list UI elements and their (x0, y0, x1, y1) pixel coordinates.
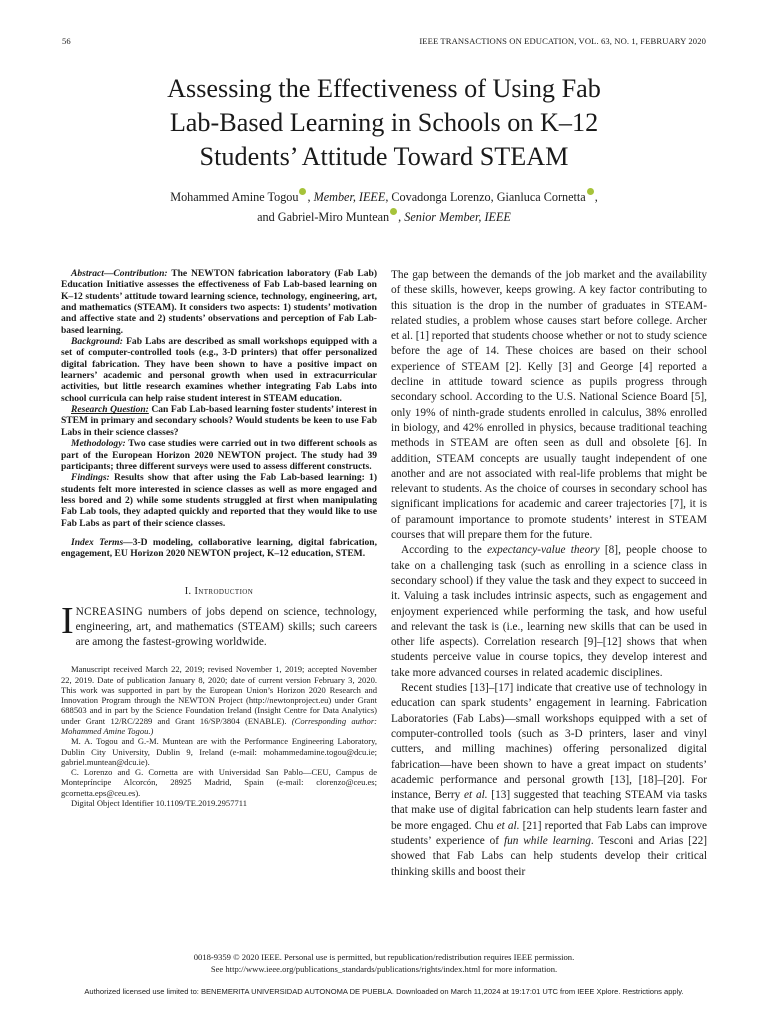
title-line: Lab-Based Learning in Schools on K–12 (169, 108, 599, 137)
abstract-contribution: Abstract—Contribution: The NEWTON fabrication laboratory (Fab Lab) Education Initiative assesses the effectiveness of Fab Lab-based learning on K–12 students’ attitude toward learning science, technology, engineering, art, and mathematics (STEAM). It considers two aspects: 1) students’ motivation and affective state and 2) students’ observations and perception of Fab Lab-based learning. (61, 268, 377, 336)
license-footer: Authorized licensed use limited to: BENEMERITA UNIVERSIDAD AUTONOMA DE PUEBLA. Downloaded on March 11,2024 at 19:17:01 UTC from IEEE Xplore. Restrictions apply. (84, 987, 684, 996)
journal-header: IEEE TRANSACTIONS ON EDUCATION, VOL. 63, NO. 1, FEBRUARY 2020 (419, 36, 706, 46)
abstract-background: Background: Fab Labs are described as small workshops equipped with a set of computer-controlled tools (e.g., 3-D printers) that offer personalized digital fabrication. They have been shown to have a positive impact on learners’ academic and personal growth when used in extracurricular activities, but little research examines whether integrating Fab Labs into school curricula can help raise student interest in STEAM education. (61, 336, 378, 404)
body-paragraph: The gap between the demands of the job market and the availability of these skills, however, keeps growing. A key factor contributing to this situation is the drop in the number of graduates in STEAM-related studies, a problem whose causes start before college. Archer et al. [1] reported that students choose whether or not to study science before the age of 14. These choices are based on their school experience of STEAM [2]. Kelly [3] and George [4] reported a decline in attitude toward science as pupils progress through secondary school. According to the U.S. National Science Board [5], only 19% of ninth-grade students enrolled in calculus, 38% enrolled in biology, and 42% enrolled in physics, because traditional teaching methods in STEAM are often seen as dull and obsolete [6]. In addition, STEAM concepts are usually taught independent of one another and are not associated with real-life problems that might be relevant to students. As the choice of courses in secondary school has significant implications for academic and career trajectories [7], it is of paramount importance to promote students’ interest in STEAM courses that will prepare them for the future. (391, 269, 707, 542)
drop-cap: I (61, 599, 74, 642)
copyright-line: See http://www.ieee.org/publications_standards/publications/rights/index.html for more information. (210, 963, 558, 974)
author-line-2: and Gabriel-Miro Muntean , Senior Member, IEEE (257, 210, 511, 224)
author-role: Senior Member, IEEE (404, 210, 511, 224)
index-terms: Index Terms—3-D modeling, collaborative learning, digital fabrication, engagement, EU Horizon 2020 NEWTON project, K–12 education, STEM. (61, 536, 377, 560)
copyright-notice (60, 952, 708, 975)
orcid-icon[interactable] (299, 188, 306, 195)
left-column (61, 268, 377, 808)
orcid-icon[interactable] (587, 188, 594, 195)
footnotes (61, 664, 377, 808)
body-paragraph: According to the expectancy-value theory [8], people choose to take on a challenging task (such as enrolling in a science class in secondary school) if they value the task and they expect to succeed in it. Valuing a task includes intrinsic aspects, such as engagement and enjoyment experienced while performing the task, and how useful and relevant the task is (i.e., learning new skills that can be used in other life aspects). Correlation research [9]–[12] shows that when students perceive value in course topics, they develop interest and take more advanced courses in related academic disciplines. (391, 544, 707, 679)
body-paragraph: Recent studies [13]–[17] indicate that creative use of technology in education can spark students’ engagement in learning. Fabrication Laboratories (Fab Labs)—small workshops equipped with a set of computer-controlled tools (such as 3-D printers, laser and vinyl cutters, and milling machines) offering personalized digital fabrication—have been shown to have a great impact on students’ academic performance and personal growth [13], [18]–[20]. For instance, Berry et al. [13] suggested that teaching STEAM via tasks that make use of digital fabrication can help students learn faster and be more engaged. Chu et al. [21] reported that Fab Labs can improve students’ experience of fun while learning. Tesconi and Arias [22] showed that Fab Labs can help students develop their critical thinking skills and boost their (391, 682, 708, 878)
footnote-manuscript: Manuscript received March 22, 2019; revised November 1, 2019; accepted November 22, 2019. Date of publication January 8, 2020; date of current version February 3, 2020. This work was supported in part by the European Union’s Horizon 2020 Research and Innovation Program through the NEWTON Project (http://newtonproject.eu) under Grant 688503 and in part by the Science Foundation Ireland (Insight Centre for Data Analytics) under Grant 12/RC/2289 and Grant 16/SP/3804 (ENABLE). (Corresponding author: Mohammed Amine Togou.) (61, 664, 377, 736)
author-name: Mohammed Amine Togou (170, 190, 299, 204)
right-column (391, 268, 707, 880)
paper-title (60, 72, 708, 174)
author-name: and Gabriel-Miro Muntean (257, 210, 390, 224)
copyright-line: 0018-9359 © 2020 IEEE. Personal use is permitted, but republication/redistribution requires IEEE permission. (193, 952, 575, 962)
intro-paragraph: INCREASING numbers of jobs depend on science, technology, engineering, art, and mathematics (STEAM) skills; such careers are among the fastest-growing worldwide. (61, 599, 377, 648)
page-number: 56 (62, 36, 71, 46)
title-line: Assessing the Effectiveness of Using Fab (167, 74, 601, 103)
orcid-icon[interactable] (390, 208, 397, 215)
abstract-methodology: Methodology: Two case studies were carried out in two different schools as part of the European Horizon 2020 NEWTON project. The study had 39 participants; three different surveys were used to assess different constructs. (61, 438, 377, 472)
author-role: Member, IEEE (313, 190, 386, 204)
author-name: Covadonga Lorenzo (391, 190, 491, 204)
abstract-question: Research Question: Can Fab Lab-based learning foster students’ interest in STEM in primary and secondary schools? Would students be keen to use Fab Labs in their science classes? (61, 404, 377, 438)
footnote-doi: Digital Object Identifier 10.1109/TE.2019.2957711 (71, 798, 247, 809)
title-line: Students’ Attitude Toward STEAM (199, 142, 569, 171)
footnote-affiliation: C. Lorenzo and G. Cornetta are with Universidad San Pablo—CEU, Campus de Montepríncipe Alcorcón, 28925 Madrid, Spain (e-mail: clorenzo@ceu.es; gcornetta.eps@ceu.es). (61, 767, 377, 798)
author-name: Gianluca Cornetta (496, 190, 586, 204)
author-list (60, 187, 708, 227)
footnote-affiliation: M. A. Togou and G.-M. Muntean are with the Performance Engineering Laboratory, Dublin City University, Dublin 9, Ireland (e-mail: mohammedamine.togou@dcu.ie; gabriel.muntean@dcu.ie). (61, 736, 377, 767)
abstract-findings: Findings: Results show that after using the Fab Lab-based learning: 1) students felt more interested in science classes as well as more engaged and less bored and 2) while some students struggled at first when manipulating Fab Lab tools, they adapted quickly and reported that they would like to use Fab Labs as part of their science classes. (61, 472, 377, 529)
author-line-1: Mohammed Amine Togou , Member, IEEE, Covadonga Lorenzo, Gianluca Cornetta , (170, 190, 598, 204)
section-heading: I. Introduction (184, 585, 254, 597)
